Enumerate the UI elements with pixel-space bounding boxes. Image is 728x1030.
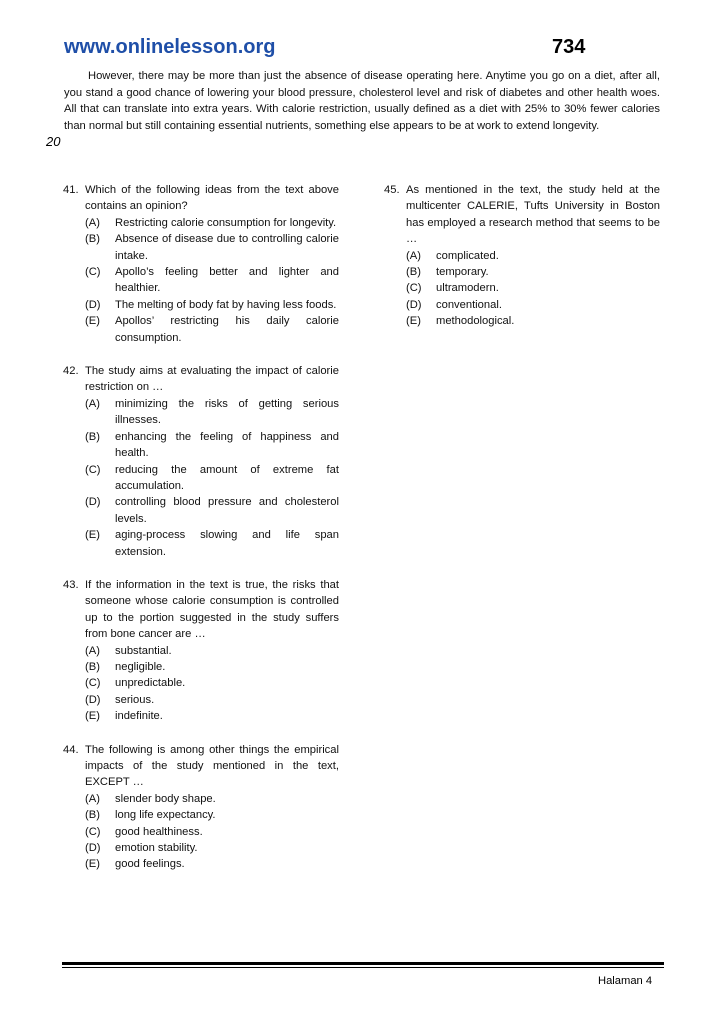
option-text: slender body shape. [115, 792, 216, 805]
option-letter: (D) [85, 496, 101, 509]
answer-option [406, 297, 660, 313]
option-text: long life expectancy. [115, 809, 216, 822]
question-43 [63, 577, 339, 725]
option-text: indefinite. [115, 710, 163, 723]
option-text: emotion stability. [115, 842, 198, 855]
option-text: minimizing the risks of getting serious illnesses. [115, 397, 339, 427]
answer-option [85, 494, 339, 527]
answer-option [406, 280, 660, 296]
answer-option [85, 807, 339, 823]
question-stem: As mentioned in the text, the study held at the multicenter CALERIE, Tufts University in Boston has employed a research method that seems to be … [406, 184, 660, 246]
answer-option [85, 527, 339, 560]
answer-option [85, 297, 339, 313]
answer-option [406, 248, 660, 264]
question-45 [384, 182, 660, 330]
option-text: negligible. [115, 660, 166, 673]
answer-option [85, 313, 339, 346]
option-letter: (E) [85, 529, 100, 542]
option-text: good healthiness. [115, 825, 203, 838]
option-text: temporary. [436, 266, 489, 279]
question-stem: If the information in the text is true, the risks that someone whose calorie consumption is controlled up to the portion suggested in the study suffers from bone cancer are … [85, 578, 339, 641]
question-stem: The following is among other things the empirical impacts of the study mentioned in the text, EXCEPT … [85, 743, 339, 789]
option-letter: (A) [85, 644, 100, 657]
option-letter: (D) [406, 298, 422, 311]
answer-option [85, 675, 339, 691]
option-letter: (E) [406, 315, 421, 328]
answer-option [85, 791, 339, 807]
answer-option [85, 856, 339, 872]
question-number: 42. [63, 365, 79, 378]
footer-divider-thick [62, 962, 664, 965]
option-text: substantial. [115, 644, 172, 657]
option-text: aging-process slowing and life span extension. [115, 529, 339, 558]
question-44 [63, 742, 339, 873]
option-text: Apollo’s feeling better and lighter and healthier. [115, 266, 339, 295]
option-letter: (A) [406, 249, 421, 262]
question-number: 43. [63, 578, 79, 591]
answer-option [85, 429, 339, 462]
answer-option [406, 313, 660, 329]
answer-option [85, 659, 339, 675]
answer-option [85, 840, 339, 856]
option-text: methodological. [436, 315, 515, 328]
passage-text: However, there may be more than just the absence of disease operating here. Anytime you go on a diet, after all, you stand a good chance of lowering your blood pressure, cholesterol level and risk of diabetes and other health woes. All that can translate into extra years. With calorie restriction, usually defined as a diet with 25% to 30% fewer calories than normal but still containing essential nutrients, something else appears to be at work to extend longevity. [64, 70, 660, 132]
answer-option [85, 692, 339, 708]
option-letter: (B) [85, 809, 100, 822]
question-stem: Which of the following ideas from the text above contains an opinion? [85, 184, 339, 213]
option-text: enhancing the feeling of happiness and health. [115, 430, 339, 460]
questions-left-column [63, 182, 339, 890]
question-stem: The study aims at evaluating the impact of calorie restriction on … [85, 365, 339, 394]
option-letter: (C) [406, 282, 422, 295]
option-letter: (C) [85, 266, 101, 279]
question-41 [63, 182, 339, 346]
option-text: Restricting calorie consumption for longevity. [115, 216, 337, 229]
question-number: 44. [63, 743, 79, 756]
option-text: controlling blood pressure and cholesterol levels. [115, 496, 339, 525]
answer-option [406, 264, 660, 280]
option-letter: (E) [85, 315, 100, 328]
footer-divider-thin [62, 967, 664, 968]
option-letter: (B) [85, 660, 100, 673]
option-letter: (E) [85, 710, 100, 723]
answer-option [85, 264, 339, 297]
option-letter: (B) [406, 266, 421, 279]
answer-option [85, 231, 339, 264]
option-letter: (A) [85, 216, 100, 229]
option-text: serious. [115, 693, 155, 706]
option-text: reducing the amount of extreme fat accumulation. [115, 463, 339, 492]
answer-option [85, 215, 339, 231]
footer-page-label: Halaman 4 [598, 975, 653, 987]
answer-option [85, 824, 339, 840]
site-link[interactable]: www.onlinelesson.org [64, 36, 276, 58]
question-number: 45. [384, 184, 400, 196]
reading-passage [64, 68, 660, 134]
answer-option [85, 462, 339, 495]
answer-option [85, 708, 339, 724]
option-text: Absence of disease due to controlling calorie intake. [115, 233, 339, 262]
option-text: good feelings. [115, 858, 185, 871]
answer-option [85, 396, 339, 429]
line-number: 20 [46, 134, 61, 149]
option-letter: (E) [85, 858, 100, 871]
option-letter: (D) [85, 842, 101, 855]
option-text: unpredictable. [115, 677, 186, 690]
option-text: Apollos’ restricting his daily calorie consumption. [115, 315, 339, 344]
option-letter: (A) [85, 397, 100, 410]
question-42 [63, 363, 339, 560]
answer-option [85, 643, 339, 659]
option-letter: (C) [85, 677, 101, 690]
option-letter: (B) [85, 430, 100, 443]
option-letter: (B) [85, 233, 100, 246]
option-text: The melting of body fat by having less foods. [115, 298, 337, 311]
option-text: ultramodern. [436, 282, 499, 295]
option-letter: (A) [85, 792, 100, 805]
questions-right-column [384, 182, 660, 347]
option-letter: (D) [85, 693, 101, 706]
question-number: 41. [63, 184, 79, 196]
option-letter: (C) [85, 463, 101, 476]
option-text: conventional. [436, 298, 502, 311]
option-text: complicated. [436, 249, 499, 262]
page-number: 734 [552, 36, 586, 58]
option-letter: (C) [85, 825, 101, 838]
option-letter: (D) [85, 298, 101, 311]
